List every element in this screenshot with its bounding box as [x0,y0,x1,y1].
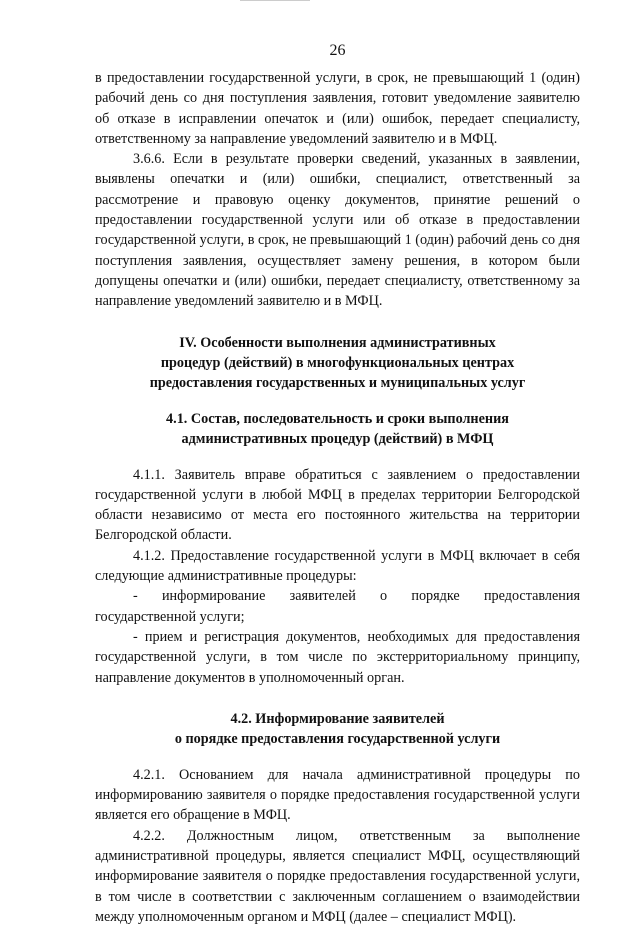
scan-artifact-line [240,0,310,1]
subsection-4-2-heading [95,709,580,749]
subsection-4-2-title-line: о порядке предоставления государственной услуги [174,730,501,747]
paragraph-4-2-1: 4.2.1. Основанием для начала административной процедуры по информированию заявителя о порядке предоставления государственной услуги является его обращение в МФЦ. [95,766,580,824]
list-item-informing: - информирование заявителей о порядке предоставления государственной услуги; [95,588,580,625]
section-iv-heading [95,333,580,393]
subsection-4-2-title-line: 4.2. Информирование заявителей [230,710,445,727]
paragraph-continuation: в предоставлении государственной услуги, в срок, не превышающий 1 (один) рабочий день со дня поступления заявления, готовит уведомление заявителю об отказе в исправлении опечаток и (или) ошибок, передает специалисту, ответственному за направление уведомлений заявителю и в МФЦ. [95,70,580,147]
section-iv-title-line: предоставления государственных и муниципальных услуг [149,374,526,391]
paragraph-4-2-2: 4.2.2. Должностным лицом, ответственным за выполнение административной процедуры, является специалист МФЦ, осуществляющий информирование заявителя о порядке предоставления государственной услуги, в том числе в соответствии с заключенным соглашением о взаимодействии между уполномоченным органом и МФЦ (далее – специалист МФЦ). [95,827,580,925]
paragraph-4-1-2: 4.1.2. Предоставление государственной услуги в МФЦ включает в себя следующие административные процедуры: [95,547,580,585]
section-iv-title-line: процедур (действий) в многофункциональных центрах [160,354,515,371]
subsection-4-1-title-line: 4.1. Состав, последовательность и сроки выполнения [166,410,509,427]
subsection-4-1-title-line: административных процедур (действий) в МФЦ [181,430,494,447]
paragraph-4-1-1: 4.1.1. Заявитель вправе обратиться с заявлением о предоставлении государственной услуги в любой МФЦ в пределах территории Белгородской области независимо от места его постоянного жительства на территории Белгородской области. [95,466,580,544]
paragraph-3-6-6: 3.6.6. Если в результате проверки сведений, указанных в заявлении, выявлены опечатки и (или) ошибки, специалист, ответственный за рассмотрение и правовую оценку документов, принятие решений о предоставлении государственной услуги или об отказе в предоставлении государственной услуги, в срок, не превышающий 1 (один) рабочий день со дня поступления заявления, осуществляет замену решения, в котором были допущены опечатки и (или) ошибки, передает специалисту, ответственному за направление уведомлений заявителю и в МФЦ. [95,151,580,310]
subsection-4-1-heading [95,409,580,449]
page-number: 26 [329,42,346,59]
list-item-reception: - прием и регистрация документов, необходимых для предоставления государственной услуги, в том числе по экстерриториальному принципу, направление документов в уполномоченный орган. [95,628,580,686]
section-iv-title-line: IV. Особенности выполнения административных [179,334,496,351]
